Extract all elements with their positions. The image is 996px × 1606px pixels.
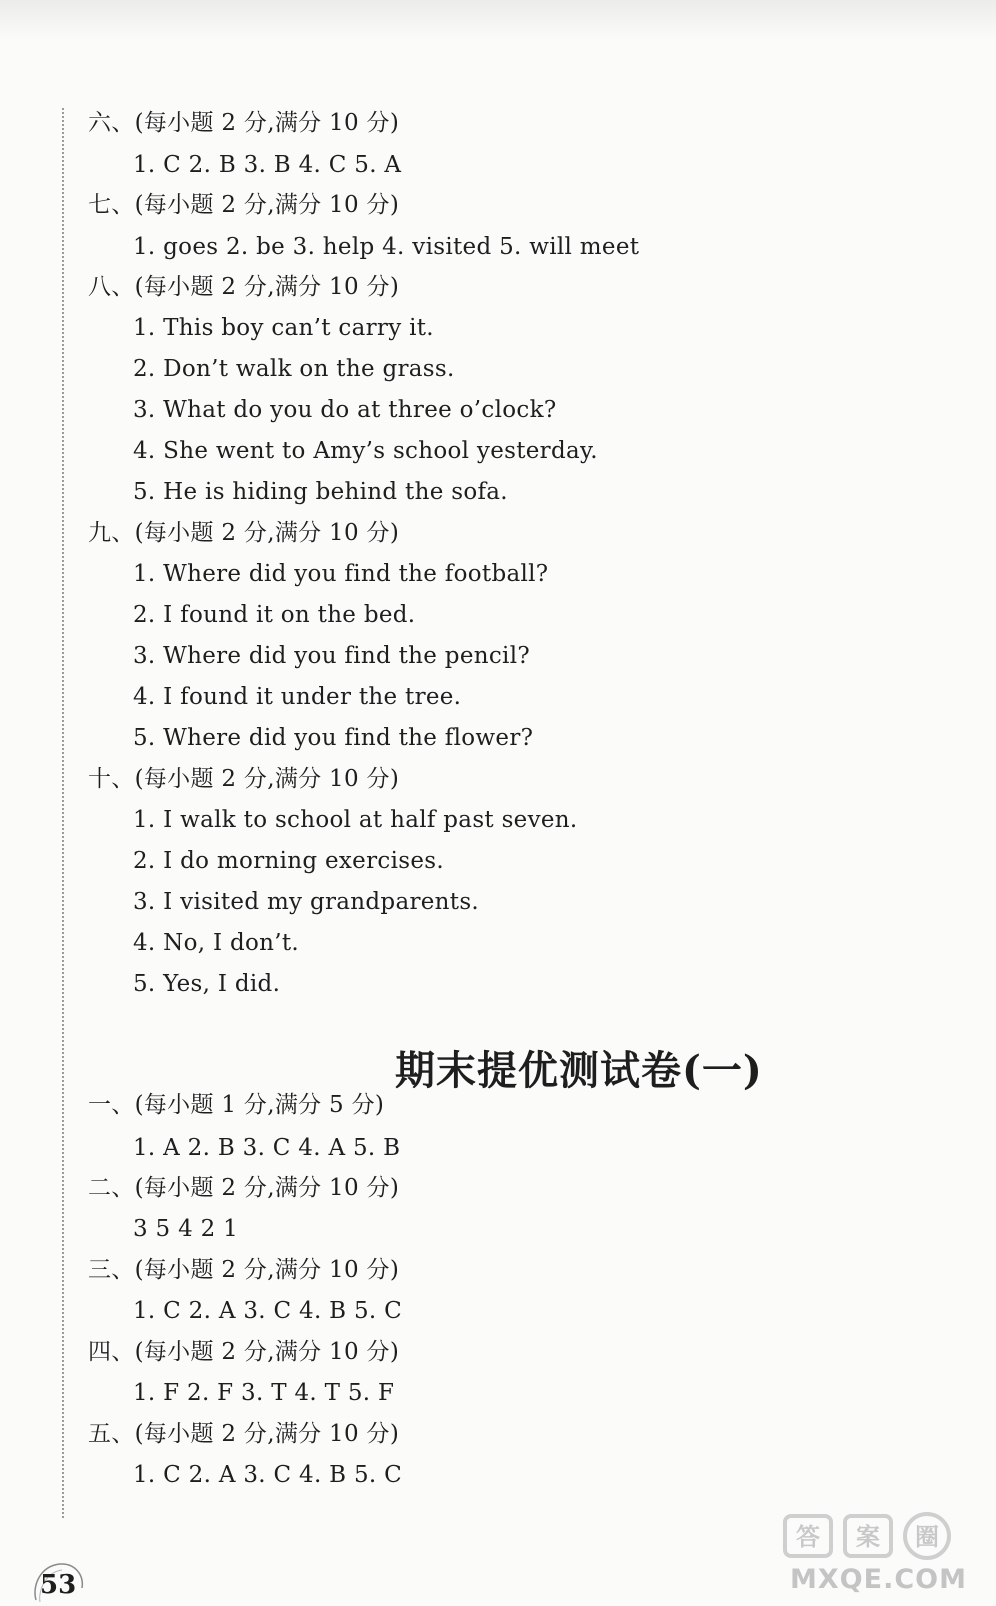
section-9-item-3: 3. Where did you find the pencil? bbox=[133, 643, 530, 669]
section-5-answers: 1. C 2. A 3. C 4. B 5. C bbox=[133, 1462, 403, 1488]
section-4-answers: 1. F 2. F 3. T 4. T 5. F bbox=[133, 1380, 395, 1406]
section-5-header: 五、(每小题 2 分,满分 10 分) bbox=[88, 1421, 400, 1447]
section-10-item-1: 1. I walk to school at half past seven. bbox=[133, 807, 578, 833]
section-6-answers: 1. C 2. B 3. B 4. C 5. A bbox=[133, 152, 402, 178]
section-4-header: 四、(每小题 2 分,满分 10 分) bbox=[88, 1339, 400, 1365]
scan-top-shadow bbox=[0, 0, 996, 40]
section-1-header: 一、(每小题 1 分,满分 5 分) bbox=[88, 1092, 385, 1118]
section-8-item-4: 4. She went to Amy’s school yesterday. bbox=[133, 438, 598, 464]
watermark-site: MXQE.COM bbox=[790, 1564, 967, 1595]
section-3-answers: 1. C 2. A 3. C 4. B 5. C bbox=[133, 1298, 403, 1324]
page-number: 53 bbox=[40, 1570, 77, 1600]
section-8-item-1: 1. This boy can’t carry it. bbox=[133, 315, 434, 341]
section-10-item-2: 2. I do morning exercises. bbox=[133, 848, 444, 874]
section-8-item-2: 2. Don’t walk on the grass. bbox=[133, 356, 455, 382]
section-7-header: 七、(每小题 2 分,满分 10 分) bbox=[88, 192, 400, 218]
watermark-logo-char-1: 答 bbox=[796, 1523, 820, 1551]
section-9-item-5: 5. Where did you find the flower? bbox=[133, 725, 534, 751]
margin-rule bbox=[62, 108, 64, 1518]
section-9-item-1: 1. Where did you find the football? bbox=[133, 561, 549, 587]
watermark-logo-char-2: 案 bbox=[856, 1523, 880, 1551]
section-3-header: 三、(每小题 2 分,满分 10 分) bbox=[88, 1257, 400, 1283]
section-9-header: 九、(每小题 2 分,满分 10 分) bbox=[88, 520, 400, 546]
section-10-item-3: 3. I visited my grandparents. bbox=[133, 889, 480, 915]
section-1-answers: 1. A 2. B 3. C 4. A 5. B bbox=[133, 1135, 401, 1161]
section-10-header: 十、(每小题 2 分,满分 10 分) bbox=[88, 766, 400, 792]
exam-title: 期末提优测试卷(一) bbox=[395, 1047, 763, 1094]
section-2-header: 二、(每小题 2 分,满分 10 分) bbox=[88, 1175, 400, 1201]
section-7-answers: 1. goes 2. be 3. help 4. visited 5. will meet bbox=[133, 234, 640, 260]
section-10-item-4: 4. No, I don’t. bbox=[133, 930, 299, 956]
section-10-item-5: 5. Yes, I did. bbox=[133, 971, 281, 997]
section-9-item-2: 2. I found it on the bed. bbox=[133, 602, 416, 628]
section-2-answers: 3 5 4 2 1 bbox=[133, 1216, 239, 1242]
section-8-item-3: 3. What do you do at three o’clock? bbox=[133, 397, 557, 423]
watermark-logo-char-3: 圈 bbox=[915, 1523, 939, 1551]
section-8-item-5: 5. He is hiding behind the sofa. bbox=[133, 479, 508, 505]
section-8-header: 八、(每小题 2 分,满分 10 分) bbox=[88, 274, 400, 300]
section-6-header: 六、(每小题 2 分,满分 10 分) bbox=[88, 110, 400, 136]
section-9-item-4: 4. I found it under the tree. bbox=[133, 684, 462, 710]
